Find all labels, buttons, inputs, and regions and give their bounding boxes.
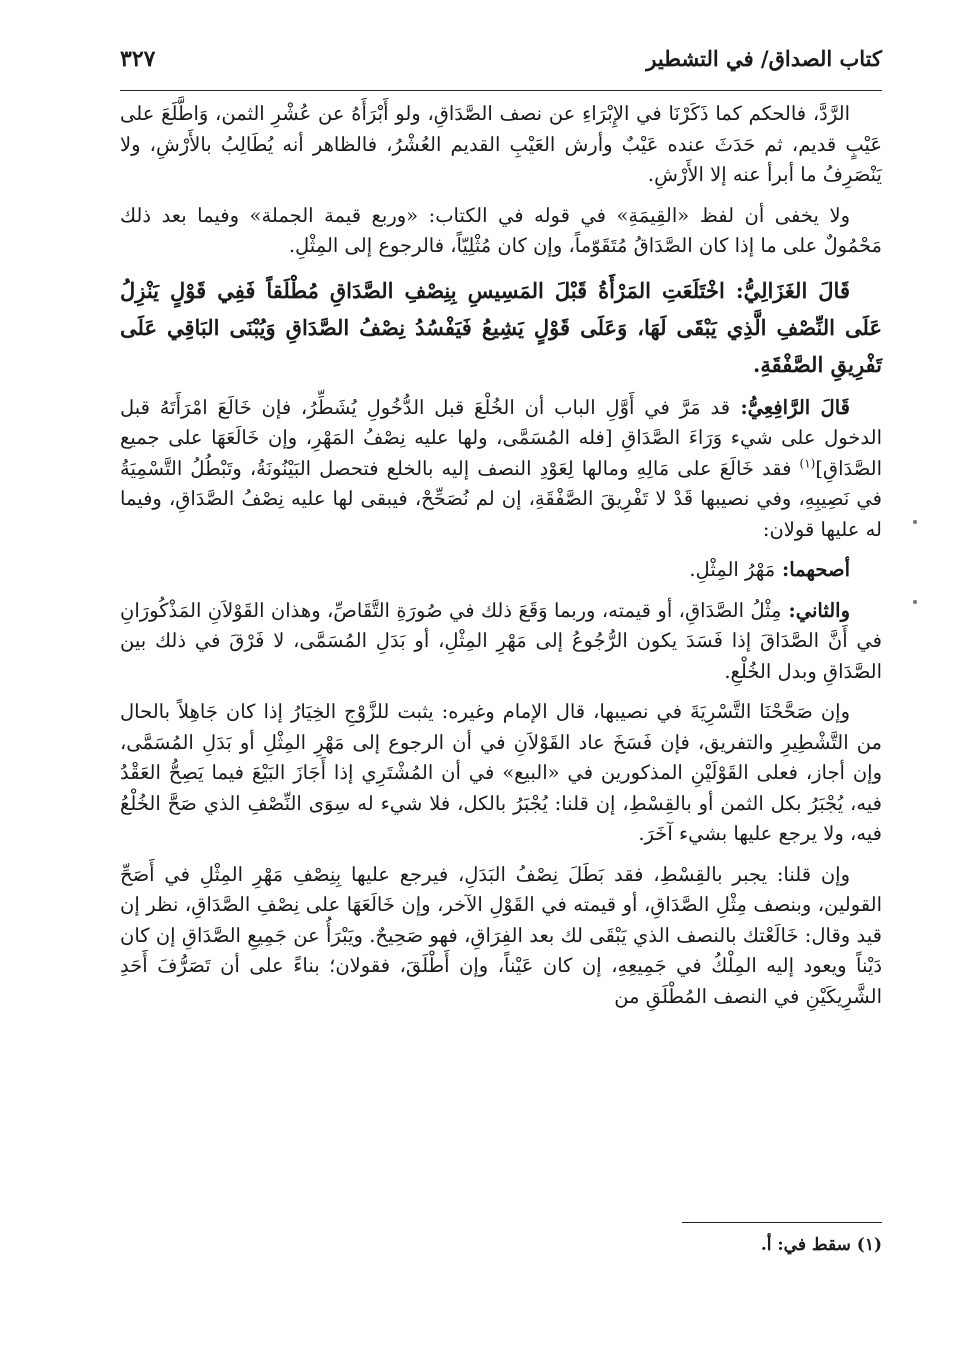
footnote-divider: [682, 1222, 882, 1223]
paragraph-text: مَهْرُ المِثْلِ.: [689, 558, 776, 581]
speaker-label: قَالَ الغَزَالِيُّ:: [724, 277, 850, 303]
paragraph-commentary-note: [120, 201, 882, 262]
paragraph-text: وإن قلنا: يجبر بالقِسْطِ، فقد بَطَلَ نِصْفُ البَدَلِ، فيرجع عليها بِنِصْفِ مَهْرِ المِثْلِ في أَصَحِّ القولين، وبنصف مِثْلِ الصَّدَاقِ، أو قيمته في القَوْلِ الآخر، وإن خَالَعَهَا على نِصْفِ الصَّدَاقِ، نظر إن قيد وقال: خَالَعْتك بالنصف الذي يَبْقَى لك بعد الفِرَاقِ، فهو صَحِيحٌ. ويَبْرَأُ عن جَمِيعِ الصَّدَاقِ إن كان دَيْناً ويعود إليه المِلْكُ في جَمِيعِهِ، إن كان عَيْناً، وإن أَطْلَقَ، فقولان؛ بناءً على أن تَصَرُّفَ أَحَدِ الشَّرِيكَيْنِ في النصف المُطْلَقِ من: [120, 862, 882, 1008]
speaker-label: قَالَ الرَّافِعِيُّ:: [730, 395, 850, 419]
paragraph-text: وإن صَحَّحْنَا التَّسْرِيَةَ في نصيبها، قال الإمام وغيره: يثبت للزَّوْجِ الخِيَارُ إذا كان جَاهِلاً بالحال من التَّشْطِيرِ والتفريق، فإن فَسَخَ عاد القَوْلاَنِ في أن الرجوع إلى مَهْرِ المِثْلِ أو بَدَلِ المُسَمَّى، وإن أجاز، فعلى القَوْلَيْنِ المذكورين في «البيع» في أن المُشْتَرِي إذا أَجَازَ البَيْعَ فيما يَصِحُّ العَقْدُ فيه، يُجْبَرُ بكل الثمن أو بالقِسْطِ، إن قلنا: يُجْبَرُ بالكل، فلا شيء له سِوَى النِّصْفِ الذي صَحَّ الخُلْعُ فيه، ولا يرجع عليها بشيء آخَرَ.: [120, 700, 883, 845]
paragraph-validation: [120, 697, 882, 850]
paragraph-first-opinion: [120, 555, 882, 586]
page-header: [120, 40, 882, 91]
running-title: كتاب الصداق/ في التشطير: [646, 46, 882, 71]
book-page: [120, 40, 882, 1330]
paragraph-text: مِثْلُ الصَّدَاقِ، أو قيمته، وربما وَقَعَ ذلك في صُورَةِ التَّقَاصِّ، وهذان القَوْلاَنِ المَذْكُورَانِ في أَنَّ الصَّدَاقَ إذا فَسَدَ يكون الرُّجُوعُ إلى مَهْرِ المِثْلِ، أو بَدَلِ المُسَمَّى، لا فَرْقَ في ذلك بين الصَّدَاقِ وبدل الخُلْعِ.: [120, 598, 882, 683]
body-text: [120, 99, 882, 1012]
paragraph-apportionment: [120, 860, 882, 1013]
paragraph-text: اخْتَلَعَتِ المَرْأَةُ قَبْلَ المَسِيسِ بِنِصْفِ الصَّدَاقِ مُطْلَقاً فَفِي قَوْلٍ يَنْزِلُ عَلَى النِّصْفِ الَّذِي يَبْقَى لَهَا، وَعَلَى قَوْلٍ يَشِيعُ فَيَفْسُدُ نِصْفُ الصَّدَاقِ وَيُبْنَى البَاقِي عَلَى تَفْرِيقِ الصَّفْقَةِ.: [120, 277, 882, 377]
paragraph-text: الرَّدَّ، فالحكم كما ذَكَرْنَا في الإِبْرَاءِ عن نصف الصَّدَاقِ، ولو أَبْرَأَهُ عن عُشْرِ الثمن، وَاطَّلَعَ على عَيْبٍ قديم، ثم حَدَثَ عنده عَيْبٌ وأرش العَيْبِ القديم العُشْرُ، فالظاهر أنه يُطَالِبُ بالأَرْشِ، ولا يَنْصَرِفُ ما أبرأ عنه إلا الأَرْشِ.: [120, 102, 882, 186]
scan-speck: [913, 520, 917, 524]
paragraph-text-continued: فقد خَالَعَ على مَالِهِ ومالها لِعَوْدِ النصف إليه بالخلع فتحصل البَيْنُونَةُ، وتَبْطُلُ التَّسْمِيَةُ في نَصِيبِهِ، وفي نصيبها قَدْ لا تَفْرِيقَ الصَّفْقَةِ، إن لم نُصَحِّحْ، فيبقى لها عليه نِصْفُ الصَّدَاقِ، وفيما له عليها قولان:: [120, 456, 882, 541]
footnote-text: سقط في: أ.: [760, 1235, 851, 1255]
footnote-reference: (١): [799, 456, 816, 470]
page-number: ٣٢٧: [120, 46, 156, 72]
paragraph-second-opinion: [120, 596, 882, 688]
speaker-label: أصحهما:: [775, 558, 850, 581]
footnote-number: (١): [856, 1235, 882, 1255]
scan-speck: [913, 600, 917, 604]
speaker-label: والثاني:: [781, 598, 850, 622]
paragraph-text: ولا يخفى أن لفظ «القِيمَةِ» في قوله في الكتاب: «وربع قيمة الجملة» وفيما بعد ذلك مَحْمُولٌ على ما إذا كان الصَّدَاقُ مُتَقَوّماً، وإن كان مُثْلِيّاً، فالرجوع إلى المِثْلِ.: [120, 203, 882, 257]
paragraph-ghazali: [120, 272, 882, 383]
paragraph-text: قد مَرَّ في أَوَّلِ الباب أن الخُلْعَ قبل الدُّخُولِ يُشَطِّرُ، فإن خَالَعَ امْرَأَتَهُ قبل الدخول على شيء وَرَاءَ الصَّدَاقِ [فله المُسَمَّى، ولها عليه نِصْفُ المَهْرِ، وإن خَالَعَهَا على جميع الصَّدَاقِ]: [120, 395, 882, 480]
paragraph-rafii: [120, 393, 882, 546]
footnote: [761, 1235, 882, 1255]
paragraph-continuation: [120, 99, 882, 191]
